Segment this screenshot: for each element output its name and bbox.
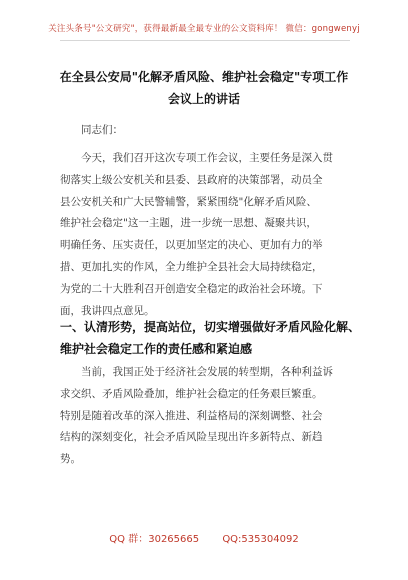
paragraph-1 bbox=[60, 148, 356, 322]
section-1-heading-line: 维护社会稳定工作的责任感和紧迫感 bbox=[60, 342, 253, 356]
greeting-text: 同志们： bbox=[81, 124, 123, 136]
document-title-line-2: 会议上的讲话 bbox=[167, 92, 240, 106]
paragraph-2-line: 特别是随着改革的深入推进、利益格局的深刻调整、社会 bbox=[60, 409, 323, 422]
footer-qq: QQ:535304092 bbox=[222, 534, 299, 545]
paragraph-1-line: 明确任务、压实责任，以更加坚定的决心、更加有力的举 bbox=[60, 239, 323, 252]
paragraph-2-line: 当前，我国正处于经济社会发展的转型期，各种利益诉 bbox=[81, 366, 333, 378]
section-1-heading bbox=[60, 316, 360, 360]
footer-qq-group: QQ 群：30265665 bbox=[109, 534, 200, 545]
footer-contact bbox=[0, 530, 408, 545]
document-title-line-1: 在全县公安局"化解矛盾风险、维护社会稳定"专项工作 bbox=[59, 70, 349, 84]
paragraph-2-line: 结构的深刻变化，社会矛盾风险呈现出许多新特点、新趋 bbox=[60, 431, 323, 444]
paragraph-1-line: 彻落实上级公安机关和县委、县政府的决策部署，动员全 bbox=[60, 173, 323, 186]
paragraph-1-line: 措、更加扎实的作风，全力维护全县社会大局持续稳定， bbox=[60, 260, 323, 273]
paragraph-1-line: 维护社会稳定"这一主题，进一步统一思想、凝聚共识， bbox=[60, 217, 317, 230]
header-divider bbox=[60, 40, 350, 41]
paragraph-1-line: 为党的二十大胜利召开创造安全稳定的政治社会环境。下 bbox=[60, 282, 323, 295]
greeting bbox=[60, 120, 356, 142]
paragraph-2 bbox=[60, 362, 356, 471]
paragraph-1-line: 面，我讲四点意见。 bbox=[60, 304, 155, 317]
paragraph-2-line: 求交织、矛盾风险叠加，维护社会稳定的任务艰巨繁重。 bbox=[60, 387, 323, 400]
paragraph-2-line: 势。 bbox=[60, 453, 81, 466]
paragraph-1-line: 县公安机关和广大民警辅警，紧紧围绕"化解矛盾风险、 bbox=[60, 195, 317, 208]
section-1-heading-line: 一、认清形势，提高站位，切实增强做好矛盾风险化解、 bbox=[60, 320, 361, 334]
header-note: 关注头条号"公文研究"，获得最新最全最专业的公文资料库！ 微信：gongwenyj bbox=[48, 24, 360, 34]
paragraph-1-line: 今天，我们召开这次专项工作会议，主要任务是深入贯 bbox=[81, 152, 333, 164]
